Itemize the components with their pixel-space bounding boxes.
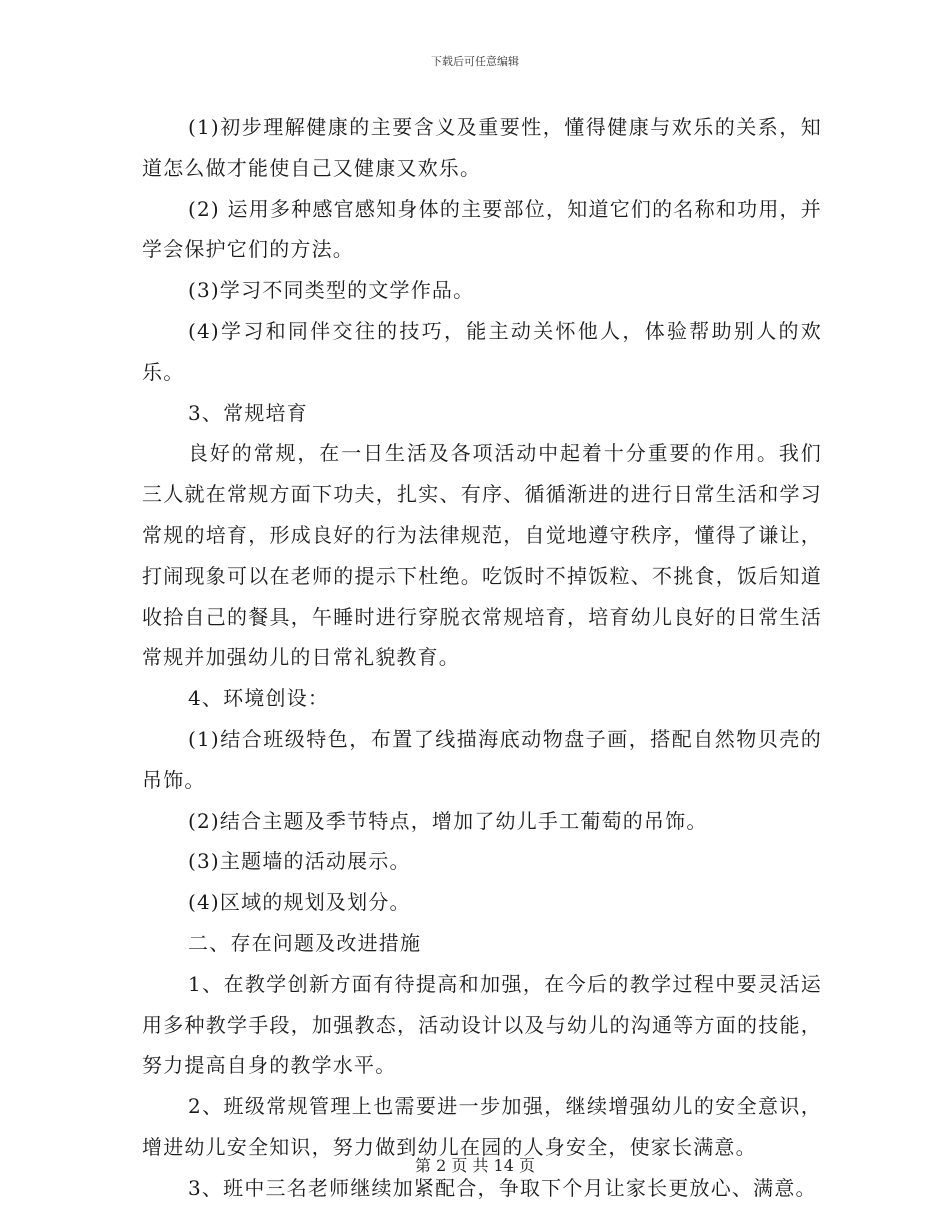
section-heading: 3、常规培育 — [188, 400, 308, 425]
section-heading: 二、存在问题及改进措施 — [188, 930, 422, 955]
paragraph: 2、班级常规管理上也需要进一步加强，继续增强幼儿的安全意识，增进幼儿安全知识，努力做到幼儿在园的人身安全，使家长满意。 — [142, 1094, 822, 1159]
paragraph: 良好的常规，在一日生活及各项活动中起着十分重要的作用。我们三人就在常规方面下功夫，扎实、有序、循循渐进的进行日常生活和学习常规的培育，形成良好的行为法律规范，自觉地遵守秩序，懂得了谦让，打闹现象可以在老师的提示下杜绝。吃饭时不掉饭粒、不挑食，饭后知道收拾自己的餐具，午睡时进行穿脱衣常规培育，培育幼儿良好的日常生活常规并加强幼儿的日常礼貌教育。 — [142, 441, 822, 670]
section-heading: 4、环境创设： — [188, 686, 330, 711]
page-footer: 第 2 页 共 14 页 — [415, 1156, 535, 1175]
paragraph: (1)结合班级特色，布置了线描海底动物盘子画，搭配自然物贝壳的吊饰。 — [142, 726, 822, 792]
paragraph: 3、班中三名老师继续加紧配合，争取下个月让家长更放心、满意。 — [188, 1175, 817, 1200]
paragraph: 1、在教学创新方面有待提高和加强，在今后的教学过程中要灵活运用多种教学手段，加强教态，活动设计以及与幼儿的沟通等方面的技能，努力提高自身的教学水平。 — [142, 971, 822, 1078]
paragraph: (4)学习和同伴交往的技巧，能主动关怀他人，体验帮助别人的欢乐。 — [142, 318, 822, 384]
paragraph: (2)结合主题及季节特点，增加了幼儿手工葡萄的吊饰。 — [188, 808, 708, 833]
paragraph: (3)主题墙的活动展示。 — [188, 849, 411, 874]
paragraph: (2) 运用多种感官感知身体的主要部位，知道它们的名称和功用，并学会保护它们的方法。 — [142, 196, 822, 262]
page-header: 下载后可任意编辑 — [431, 55, 519, 68]
paragraph: (3)学习不同类型的文学作品。 — [188, 278, 475, 303]
document-body — [142, 107, 822, 1209]
paragraph: (4)区域的规划及划分。 — [188, 890, 411, 915]
paragraph: (1)初步理解健康的主要含义及重要性，懂得健康与欢乐的关系，知道怎么做才能使自己又健康又欢乐。 — [142, 115, 822, 180]
